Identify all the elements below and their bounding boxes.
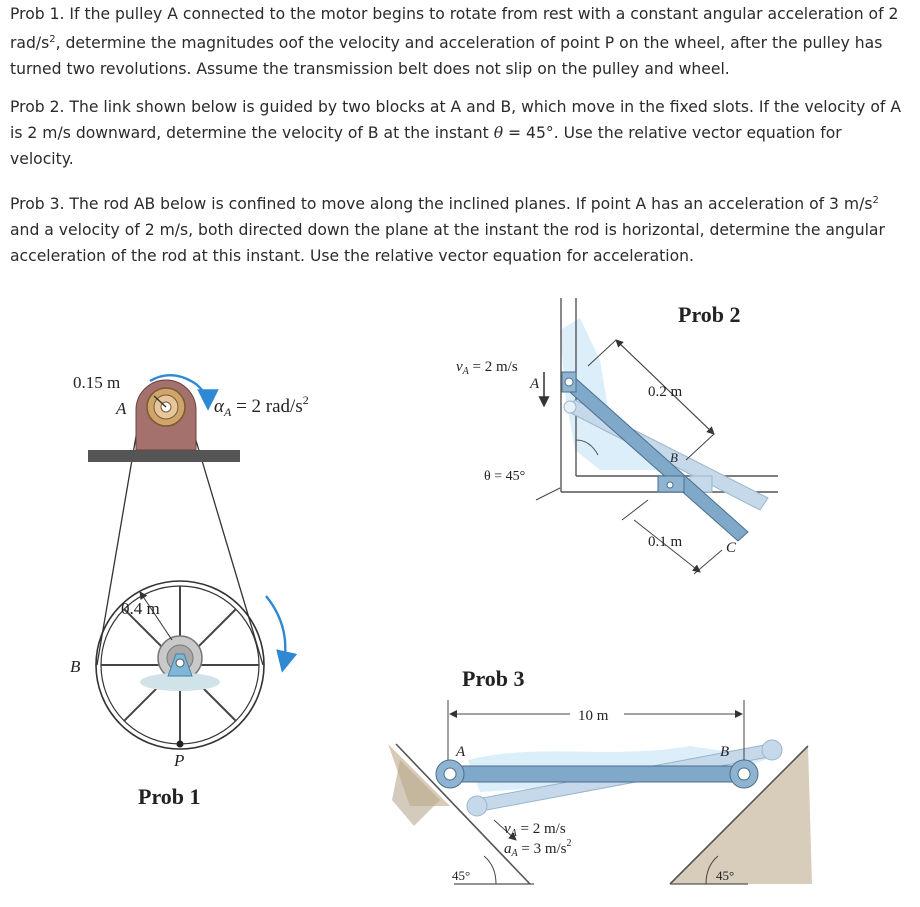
label-B3: B — [720, 744, 730, 760]
motor-base — [88, 450, 240, 462]
prob2-figure — [456, 298, 778, 574]
label-angle-right: 45° — [716, 868, 735, 883]
label-angle-left: 45° — [452, 868, 471, 883]
wheel-rotation-arrow — [266, 596, 285, 668]
label-P: P — [174, 751, 185, 770]
label-C: C — [726, 540, 737, 556]
prob2-title: Prob 2 — [678, 302, 741, 327]
problem-3-rest: and a velocity of 2 m/s, both directed down the plane at the instant the rod is horizontal, determine the angular acceleration of the rod at this instant. Use the relative vector equation for acceleration. — [10, 221, 885, 266]
rod-AB — [448, 766, 746, 782]
label-aA3: $a_A = 3$ $m/s^2$ — [504, 838, 572, 859]
prob1-figure — [70, 373, 309, 809]
prob3-figure — [388, 666, 812, 884]
prob1-title: Prob 1 — [138, 784, 201, 809]
problem-1-intro: Prob 1. If the pulley A connected to the motor begins to rotate from rest with a constant angular acceleration of 2 rad/s — [10, 5, 899, 53]
problem-2-intro: Prob 2. The link shown below is guided by two blocks at A and B, which move in the fixed slots. If the velocity of A is 2 m/s downward, determine the velocity of B at the instant — [10, 98, 902, 142]
label-dim-lower: 0.1 m — [648, 534, 683, 550]
label-alpha: $\alpha_A = 2$ rad/$s^2$ — [214, 393, 309, 419]
label-B2: B — [670, 450, 678, 465]
problem-1-rest: , determine the magnitudes oof the velocity and acceleration of point P on the wheel, after the pulley has turned two revolutions. Assume the transmission belt does not slip on the pulley and wheel. — [10, 34, 883, 79]
label-A3: A — [456, 744, 466, 760]
label-length: 10 m — [578, 708, 609, 724]
problem-1-sup: 2 — [49, 34, 56, 45]
label-wheel-radius: 0.4 m — [121, 599, 160, 618]
problem-2-theta: θ — [493, 124, 504, 142]
problem-3-sup: 2 — [872, 195, 879, 206]
label-A1: A — [116, 399, 127, 418]
label-vA2: $v_A = 2$ m/s — [456, 359, 518, 377]
problem-3-intro: Prob 3. The rod AB below is confined to move along the inclined planes. If point A has an acceleration of 3 m/s — [10, 195, 873, 214]
label-B1: B — [70, 657, 81, 676]
label-dim-upper: 0.2 m — [648, 384, 683, 400]
label-A2: A — [530, 376, 540, 392]
point-P — [177, 741, 184, 748]
prob3-title: Prob 3 — [462, 666, 525, 691]
label-theta: θ = 45° — [484, 469, 526, 484]
label-vA3: $v_A = 2$ m/s — [504, 821, 566, 839]
label-pulley-radius: 0.15 m — [73, 373, 121, 392]
problem-2-rest: = 45°. Use the relative vector equation for velocity. — [10, 124, 842, 168]
